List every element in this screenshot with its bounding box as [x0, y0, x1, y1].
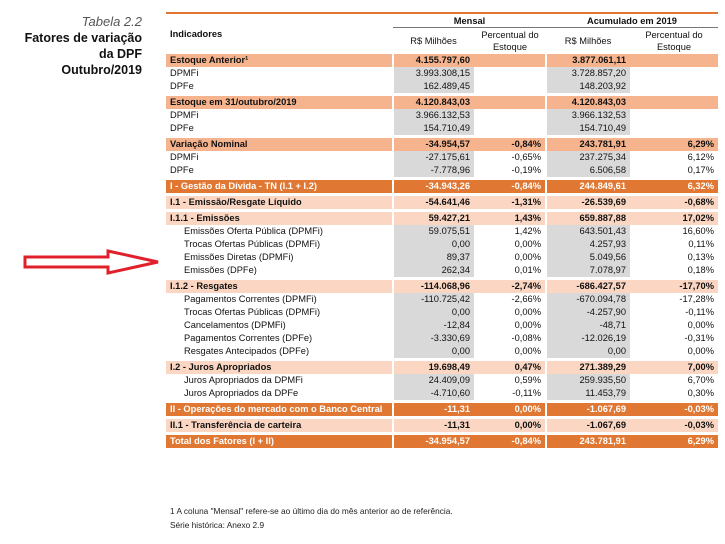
mensal-percent: -0,84%: [474, 180, 546, 193]
acumulado-value: 659.887,88: [546, 212, 630, 225]
table-group-row: [166, 280, 718, 293]
mensal-value: 24.409,09: [393, 374, 474, 387]
table-caption: Tabela 2.2: [81, 14, 142, 29]
mensal-value: 19.698,49: [393, 361, 474, 374]
mensal-percent: 0,00%: [514, 346, 541, 356]
row-label: DPFe: [170, 81, 194, 91]
acumulado-percent: 6,29%: [630, 435, 718, 448]
table-row: [166, 345, 718, 358]
row-label: DPMFi: [170, 110, 199, 120]
acumulado-percent: [630, 96, 718, 109]
mensal-percent: [474, 96, 546, 109]
mensal-value: 4.155.797,60: [393, 54, 474, 67]
acumulado-value: -1.067,69: [546, 403, 630, 416]
acumulado-value: -670.094,78: [546, 293, 630, 306]
mensal-percent: 0,01%: [514, 265, 541, 275]
acumulado-percent: [630, 67, 718, 80]
mensal-percent: 1,43%: [474, 212, 546, 225]
row-label: DPMFi: [170, 152, 199, 162]
acumulado-percent: 0,17%: [687, 165, 714, 175]
acumulado-percent: 0,18%: [687, 265, 714, 275]
mensal-value: -27.175,61: [393, 151, 474, 164]
table-group-row: [166, 403, 718, 416]
header-percentual-line-1: Percentual do: [481, 29, 539, 40]
row-label: Emissões Oferta Pública (DPMFi): [184, 226, 323, 236]
acumulado-percent: 6,32%: [630, 180, 718, 193]
acumulado-percent: -0,11%: [685, 307, 714, 317]
header-percentual-line-2: Estoque: [656, 41, 692, 52]
acumulado-percent: [630, 54, 718, 67]
mensal-percent: 0,00%: [474, 419, 546, 432]
row-label: Emissões (DPFe): [184, 265, 257, 275]
table-row: [166, 238, 718, 251]
acumulado-percent: 6,70%: [687, 375, 714, 385]
mensal-value: 262,34: [393, 264, 474, 277]
acumulado-percent: 0,00%: [687, 320, 714, 330]
table-body: [166, 54, 718, 448]
table-row: [166, 151, 718, 164]
mensal-percent: [474, 122, 546, 135]
mensal-percent: [474, 80, 546, 93]
acumulado-percent: 6,12%: [687, 152, 714, 162]
acumulado-value: 154.710,49: [546, 122, 630, 135]
row-label: I.1 - Emissão/Resgate Líquido: [166, 196, 393, 209]
table-row: [166, 374, 718, 387]
acumulado-percent: 7,00%: [630, 361, 718, 374]
table-title-line-3: Outubro/2019: [61, 63, 142, 77]
mensal-percent: -0,84%: [474, 435, 546, 448]
acumulado-value: 4.120.843,03: [546, 96, 630, 109]
table-group-row: [166, 54, 718, 67]
table-row: [166, 319, 718, 332]
mensal-value: -114.068,96: [393, 280, 474, 293]
mensal-percent: [474, 54, 546, 67]
acumulado-percent: -0,31%: [684, 333, 714, 343]
table-group-row: [166, 435, 718, 448]
mensal-value: 0,00: [393, 306, 474, 319]
acumulado-percent: 0,30%: [687, 388, 714, 398]
row-label: Trocas Ofertas Públicas (DPMFi): [184, 307, 321, 317]
mensal-percent: 1,42%: [514, 226, 541, 236]
table-notes: [170, 504, 453, 532]
row-label: DPMFi: [170, 68, 199, 78]
acumulado-percent: 0,00%: [687, 346, 714, 356]
mensal-percent: [474, 109, 546, 122]
table-group-row: [166, 138, 718, 151]
mensal-percent: -1,31%: [474, 196, 546, 209]
acumulado-value: 6.506,58: [546, 164, 630, 177]
mensal-value: 4.120.843,03: [393, 96, 474, 109]
header-acumulado-rs: R$ Milhões: [546, 28, 630, 54]
table-row: [166, 306, 718, 319]
mensal-percent: [474, 67, 546, 80]
table-group-row: [166, 196, 718, 209]
table-row: [166, 251, 718, 264]
mensal-value: 0,00: [393, 238, 474, 251]
table-row: [166, 387, 718, 400]
table-group-row: [166, 212, 718, 225]
row-label: Resgates Antecipados (DPFe): [184, 346, 310, 356]
acumulado-value: 0,00: [546, 345, 630, 358]
acumulado-value: 243.781,91: [546, 435, 630, 448]
acumulado-value: 3.728.857,20: [546, 67, 630, 80]
right-arrow-icon: [22, 248, 162, 276]
mensal-value: -11,31: [393, 403, 474, 416]
mensal-value: 59.075,51: [393, 225, 474, 238]
mensal-percent: -0,08%: [511, 333, 541, 343]
mensal-percent: -0,11%: [512, 388, 541, 398]
mensal-percent: 0,00%: [514, 320, 541, 330]
dpf-variation-table: [166, 12, 718, 448]
row-label: II - Operações do mercado com o Banco Central: [166, 403, 393, 416]
table-group-row: [166, 419, 718, 432]
acumulado-percent: 0,13%: [687, 252, 714, 262]
acumulado-value: 244.849,61: [546, 180, 630, 193]
table-group-row: [166, 361, 718, 374]
header-percentual-line-1: Percentual do: [645, 29, 703, 40]
mensal-value: 154.710,49: [393, 122, 474, 135]
table-row: [166, 80, 718, 93]
mensal-value: -7.778,96: [393, 164, 474, 177]
table-group-row: [166, 180, 718, 193]
acumulado-percent: -17,28%: [679, 294, 714, 304]
mensal-value: 0,00: [393, 345, 474, 358]
mensal-value: -34.954,57: [393, 435, 474, 448]
acumulado-value: 243.781,91: [546, 138, 630, 151]
mensal-value: 162.489,45: [393, 80, 474, 93]
acumulado-percent: 17,02%: [630, 212, 718, 225]
mensal-value: 59.427,21: [393, 212, 474, 225]
mensal-percent: 0,00%: [514, 252, 541, 262]
header-acumulado-percentual: [630, 28, 718, 54]
acumulado-percent: 6,29%: [630, 138, 718, 151]
table-row: [166, 164, 718, 177]
row-label: Cancelamentos (DPMFi): [184, 320, 286, 330]
acumulado-value: 11.453,79: [546, 387, 630, 400]
acumulado-value: -48,71: [546, 319, 630, 332]
mensal-value: 3.993.308,15: [393, 67, 474, 80]
mensal-percent: -0,84%: [474, 138, 546, 151]
mensal-value: -12,84: [393, 319, 474, 332]
table-group-row: [166, 96, 718, 109]
mensal-value: 89,37: [393, 251, 474, 264]
row-label: DPFe: [170, 123, 194, 133]
acumulado-value: 271.389,29: [546, 361, 630, 374]
row-label: I - Gestão da Dívida - TN (I.1 + I.2): [166, 180, 393, 193]
side-title-block: [0, 14, 142, 78]
acumulado-value: 643.501,43: [546, 225, 630, 238]
acumulado-value: 7.078,97: [546, 264, 630, 277]
table-row: [166, 67, 718, 80]
serie-historica: Série histórica: Anexo 2.9: [170, 520, 265, 530]
acumulado-percent: -0,03%: [630, 419, 718, 432]
table-title-line-2: da DPF: [98, 47, 142, 61]
acumulado-value: 259.935,50: [546, 374, 630, 387]
acumulado-value: -1.067,69: [546, 419, 630, 432]
table-row: [166, 109, 718, 122]
row-label: Juros Apropriados da DPFe: [184, 388, 299, 398]
acumulado-value: 237.275,34: [546, 151, 630, 164]
header-mensal-rs: R$ Milhões: [393, 28, 474, 54]
header-mensal-percentual: [474, 28, 546, 54]
mensal-percent: 0,00%: [474, 403, 546, 416]
acumulado-value: 4.257,93: [546, 238, 630, 251]
row-label: Pagamentos Correntes (DPMFi): [184, 294, 317, 304]
mensal-percent: -2,74%: [474, 280, 546, 293]
acumulado-value: 3.966.132,53: [546, 109, 630, 122]
mensal-percent: -0,19%: [511, 165, 541, 175]
table-row: [166, 332, 718, 345]
table-row: [166, 122, 718, 135]
mensal-value: -34.954,57: [393, 138, 474, 151]
acumulado-percent: -0,68%: [630, 196, 718, 209]
acumulado-percent: [630, 80, 718, 93]
row-label: II.1 - Transferência de carteira: [166, 419, 393, 432]
mensal-percent: -2,66%: [511, 294, 541, 304]
row-label: Estoque em 31/outubro/2019: [166, 96, 393, 109]
table-row: [166, 264, 718, 277]
row-label: Juros Apropriados da DPMFi: [184, 375, 303, 385]
header-indicadores: Indicadores: [166, 13, 393, 54]
mensal-value: -11,31: [393, 419, 474, 432]
footnote: 1 A coluna "Mensal" refere-se ao último dia do mês anterior ao de referência.: [170, 506, 453, 516]
acumulado-percent: [630, 109, 718, 122]
acumulado-value: 3.877.061,11: [546, 54, 630, 67]
row-label: Estoque Anterior¹: [166, 54, 393, 67]
header-mensal: Mensal: [393, 13, 546, 28]
table-row: [166, 293, 718, 306]
acumulado-percent: -0,03%: [630, 403, 718, 416]
row-label: Trocas Ofertas Públicas (DPMFi): [184, 239, 321, 249]
header-acumulado: Acumulado em 2019: [546, 13, 718, 28]
acumulado-value: 5.049,56: [546, 251, 630, 264]
mensal-percent: 0,59%: [514, 375, 541, 385]
acumulado-percent: [630, 122, 718, 135]
mensal-percent: 0,00%: [514, 239, 541, 249]
acumulado-percent: 0,11%: [688, 239, 714, 249]
acumulado-value: 148.203,92: [546, 80, 630, 93]
mensal-value: 3.966.132,53: [393, 109, 474, 122]
row-label: Pagamentos Correntes (DPFe): [184, 333, 313, 343]
acumulado-value: -26.539,69: [546, 196, 630, 209]
row-label: I.2 - Juros Apropriados: [166, 361, 393, 374]
row-label: Emissões Diretas (DPMFi): [184, 252, 294, 262]
acumulado-percent: -17,70%: [630, 280, 718, 293]
header-percentual-line-2: Estoque: [492, 41, 528, 52]
acumulado-value: -4.257,90: [546, 306, 630, 319]
mensal-value: -4.710,60: [393, 387, 474, 400]
mensal-percent: -0,65%: [511, 152, 541, 162]
row-label: Variação Nominal: [166, 138, 393, 151]
row-label: DPFe: [170, 165, 194, 175]
row-label: I.1.1 - Emissões: [166, 212, 393, 225]
table-title-line-1: Fatores de variação: [24, 31, 142, 45]
mensal-value: -110.725,42: [393, 293, 474, 306]
mensal-value: -34.943,26: [393, 180, 474, 193]
row-label: Total dos Fatores (I + II): [166, 435, 393, 448]
mensal-value: -54.641,46: [393, 196, 474, 209]
acumulado-percent: 16,60%: [682, 226, 714, 236]
table-row: [166, 225, 718, 238]
mensal-percent: 0,47%: [474, 361, 546, 374]
mensal-percent: 0,00%: [514, 307, 541, 317]
acumulado-value: -12.026,19: [546, 332, 630, 345]
acumulado-value: -686.427,57: [546, 280, 630, 293]
row-label: I.1.2 - Resgates: [166, 280, 393, 293]
mensal-value: -3.330,69: [393, 332, 474, 345]
